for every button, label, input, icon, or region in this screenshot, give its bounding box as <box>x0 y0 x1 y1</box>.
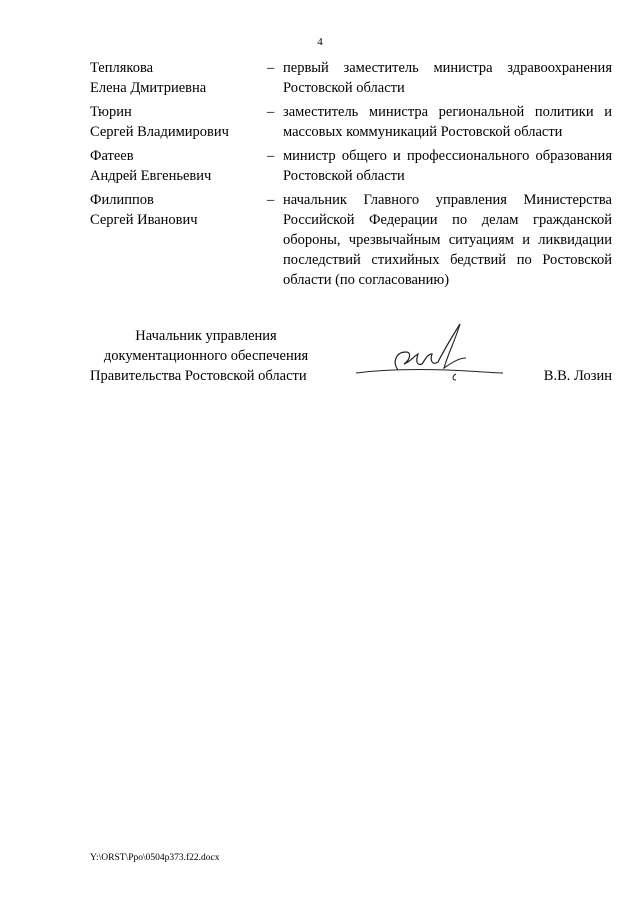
file-path: Y:\ORST\Ppo\0504p373.f22.docx <box>90 853 220 863</box>
signatory-title-line: Правительства Ростовской области <box>90 368 307 384</box>
member-role: заместитель министра региональной политики и массовых коммуникаций Ростовской области <box>283 104 612 140</box>
member-given-names: Андрей Евгеньевич <box>90 168 212 184</box>
member-entry <box>90 146 612 186</box>
signatory-title-line: документационного обеспечения <box>103 348 309 364</box>
member-dash: – <box>267 148 275 164</box>
member-name <box>90 190 267 290</box>
page-number: 4 <box>317 36 323 48</box>
member-entry <box>90 102 612 142</box>
signatory-name: В.В. Лозин <box>543 368 612 384</box>
member-entry <box>90 190 612 290</box>
member-surname: Фатеев <box>90 148 134 164</box>
signatory-title-line: Начальник управления <box>135 328 277 344</box>
member-name <box>90 58 267 98</box>
handwritten-signature <box>348 318 508 388</box>
member-given-names: Сергей Иванович <box>90 212 198 228</box>
member-surname: Теплякова <box>90 60 154 76</box>
member-role: первый заместитель министра здравоохранения Ростовской области <box>283 60 612 96</box>
member-dash: – <box>267 104 275 120</box>
signatory-title <box>90 326 322 386</box>
members-list <box>90 58 612 294</box>
member-surname: Филиппов <box>90 192 154 208</box>
member-dash: – <box>267 192 275 208</box>
member-entry <box>90 58 612 98</box>
member-name <box>90 146 267 186</box>
member-given-names: Елена Дмитриевна <box>90 80 207 96</box>
member-given-names: Сергей Владимирович <box>90 124 229 140</box>
member-surname: Тюрин <box>90 104 132 120</box>
member-role: министр общего и профессионального образования Ростовской области <box>283 148 612 184</box>
member-dash: – <box>267 60 275 76</box>
member-role: начальник Главного управления Министерства Российской Федерации по делам гражданской обороны, чрезвычайным ситуациям и ликвидации последствий стихийных бедствий по Ростовской области (по согласованию) <box>283 192 612 288</box>
member-name <box>90 102 267 142</box>
signature-block <box>90 326 612 386</box>
